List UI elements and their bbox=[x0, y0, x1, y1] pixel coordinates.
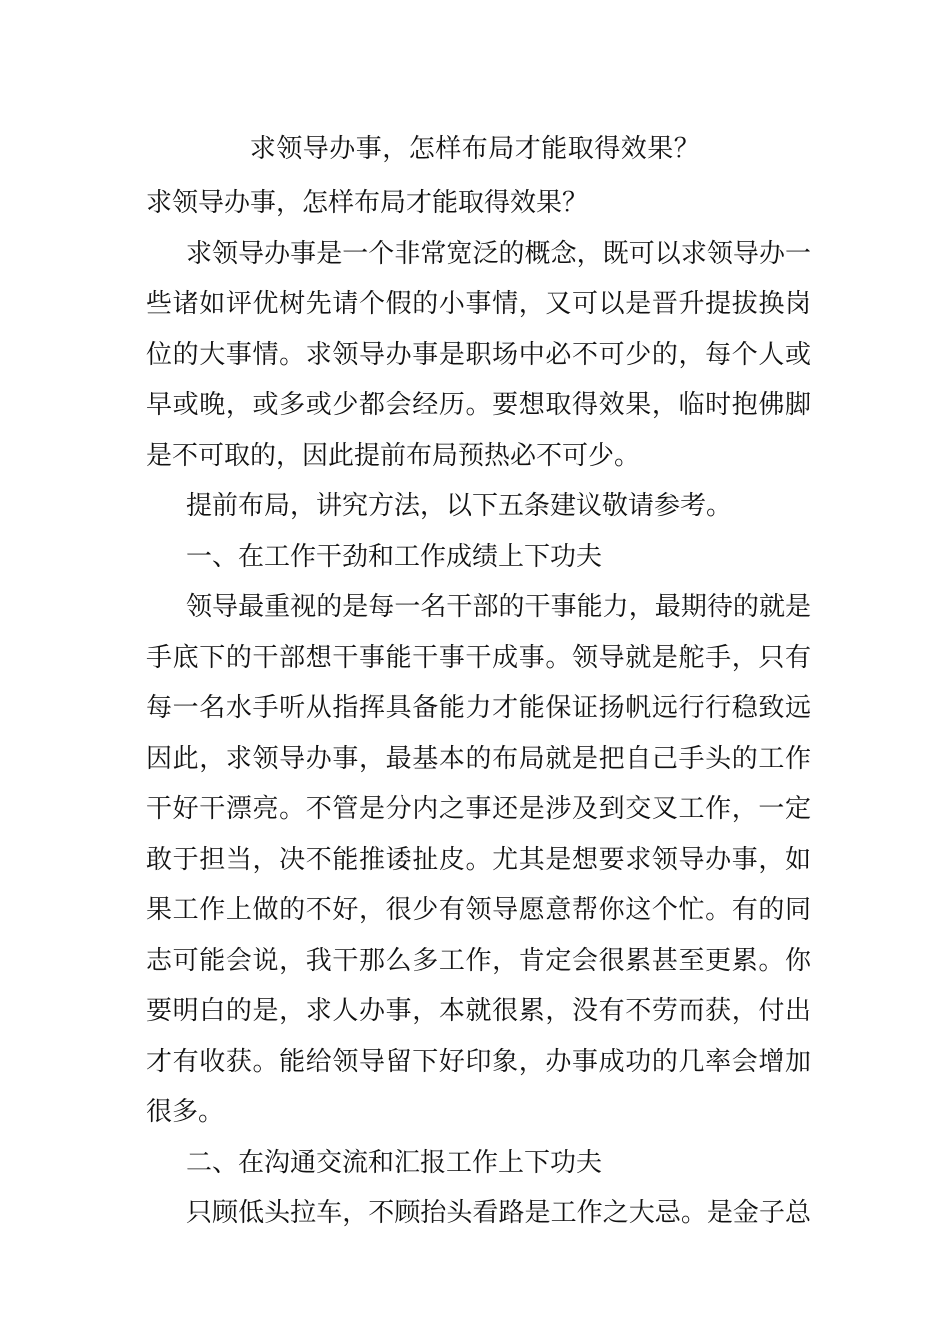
text-line: 要明白的是，求人办事，本就很累，没有不劳而获，付出 bbox=[146, 996, 811, 1026]
text-line: 位的大事情。求领导办事是职场中必不可少的，每个人或 bbox=[146, 339, 811, 370]
text-line: 些诸如评优树先请个假的小事情，又可以是晋升提拔换岗 bbox=[146, 289, 811, 319]
text-line: 二、在沟通交流和汇报工作上下功夫 bbox=[186, 1147, 603, 1178]
text-line: 每一名水手听从指挥具备能力才能保证扬帆远行行稳致远 bbox=[146, 693, 811, 723]
text-line: 才有收获。能给领导留下好印象，办事成功的几率会增加 bbox=[146, 1046, 811, 1077]
text-line: 因此，求领导办事，最基本的布局就是把自己手头的工作 bbox=[146, 743, 811, 774]
text-line: 早或晚，或多或少都会经历。要想取得效果，临时抱佛脚 bbox=[146, 390, 811, 420]
text-line: 手底下的干部想干事能干事干成事。领导就是舵手，只有 bbox=[146, 642, 811, 673]
text-line: 干好干漂亮。不管是分内之事还是涉及到交叉工作，一定 bbox=[146, 794, 811, 824]
text-line: 求领导办事是一个非常宽泛的概念，既可以求领导办一 bbox=[186, 238, 811, 269]
text-line: 提前布局，讲究方法，以下五条建议敬请参考。 bbox=[186, 491, 733, 521]
text-line: 只顾低头拉车，不顾抬头看路是工作之大忌。是金子总 bbox=[186, 1198, 811, 1228]
text-line: 敢于担当，决不能推诿扯皮。尤其是想要求领导办事，如 bbox=[146, 844, 811, 875]
document-title: 求领导办事，怎样布局才能取得效果？ bbox=[249, 134, 701, 164]
document-body bbox=[146, 178, 811, 1239]
text-line: 求领导办事，怎样布局才能取得效果？ bbox=[146, 188, 589, 218]
text-line: 是不可取的，因此提前布局预热必不可少。 bbox=[146, 440, 641, 471]
text-line: 很多。 bbox=[146, 1097, 225, 1127]
text-line: 志可能会说，我干那么多工作，肯定会很累甚至更累。你 bbox=[146, 945, 811, 976]
text-line: 果工作上做的不好，很少有领导愿意帮你这个忙。有的同 bbox=[146, 895, 811, 925]
text-line: 领导最重视的是每一名干部的干事能力，最期待的就是 bbox=[186, 592, 811, 622]
text-line: 一、在工作干劲和工作成绩上下功夫 bbox=[186, 541, 603, 572]
